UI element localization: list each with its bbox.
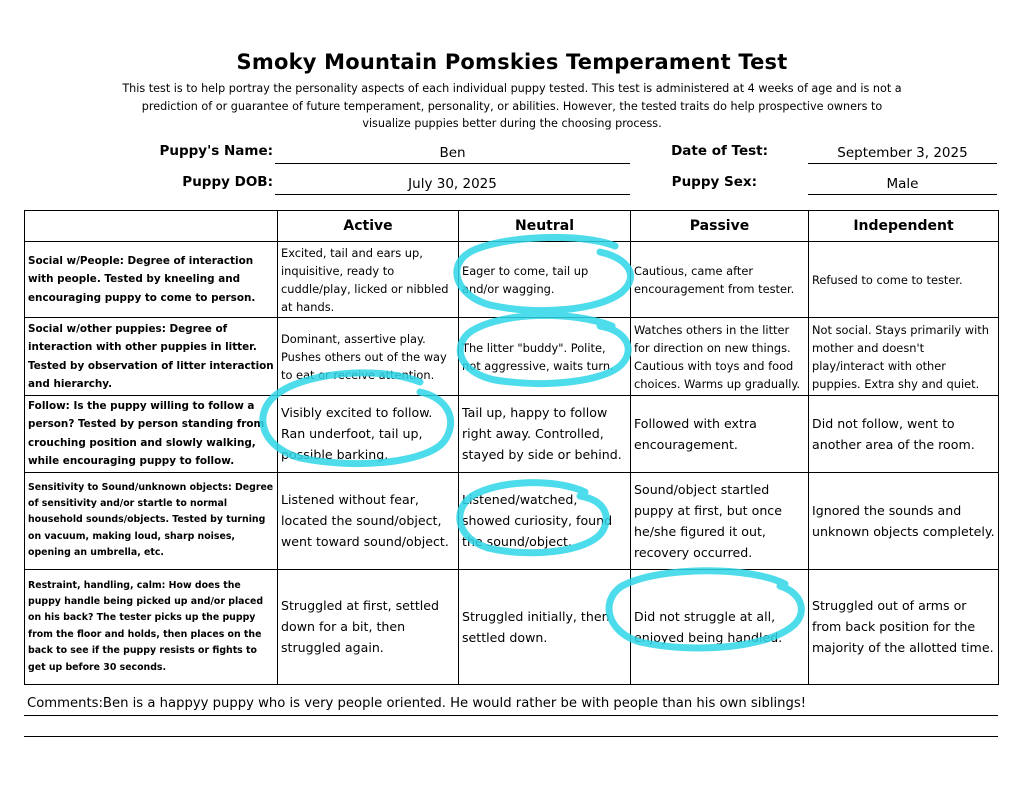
trait-restraint: Restraint, handling, calm: How does the puppy handle being picked up and/or placed on his back? The tester picks up the puppy from the floor and holds, then places on the back to see if the puppy resists or fights to get up before 30 seconds. xyxy=(25,569,278,684)
cell-sensitivity-independent: Ignored the sounds and unknown objects completely. xyxy=(809,472,999,569)
cell-social-people-independent: Refused to come to tester. xyxy=(809,242,999,318)
cell-follow-independent: Did not follow, went to another area of the room. xyxy=(809,396,999,472)
trait-follow: Follow: Is the puppy willing to follow a person? Tested by person standing from crouching position and slowly walking, while encouraging puppy to follow. xyxy=(25,396,278,472)
cell-sensitivity-active: Listened without fear, located the sound/object, went toward sound/object. xyxy=(278,472,459,569)
cell-restraint-passive: Did not struggle at all, enjoyed being handled. xyxy=(631,569,809,684)
cell-follow-active: Visibly excited to follow. Ran underfoot, tail up, possible barking. xyxy=(278,396,459,472)
column-header-active: Active xyxy=(278,211,459,242)
table-row xyxy=(25,569,999,684)
cell-follow-passive: Followed with extra encouragement. xyxy=(631,396,809,472)
cell-restraint-neutral: Struggled initially, then settled down. xyxy=(459,569,631,684)
cell-sensitivity-passive: Sound/object startled puppy at first, but once he/she figured it out, recovery occurred. xyxy=(631,472,809,569)
trait-sensitivity: Sensitivity to Sound/unknown objects: Degree of sensitivity and/or startle to normal household sounds/objects. Tested by turning on vacuum, making loud, sharp noises, opening an umbrella, etc. xyxy=(25,472,278,569)
column-header-passive: Passive xyxy=(631,211,809,242)
page-title: Smoky Mountain Pomskies Temperament Test xyxy=(236,50,788,74)
column-header-neutral: Neutral xyxy=(459,211,631,242)
cell-social-people-neutral: Eager to come, tail up and/or wagging. xyxy=(459,242,631,318)
comments-text: Comments:Ben is a happyy puppy who is very people oriented. He would rather be with people than his own siblings! xyxy=(27,696,807,711)
cell-social-puppies-independent: Not social. Stays primarily with mother and doesn't play/interact with other puppies. Extra shy and quiet. xyxy=(809,318,999,396)
sex-field[interactable]: Male xyxy=(808,174,997,195)
date-field[interactable]: September 3, 2025 xyxy=(808,143,997,164)
comments-second-line xyxy=(24,736,998,737)
trait-social-people: Social w/People: Degree of interaction with people. Tested by kneeling and encouraging puppy to come to person. xyxy=(25,242,278,318)
cell-social-people-active: Excited, tail and ears up, inquisitive, ready to cuddle/play, licked or nibbled at hands. xyxy=(278,242,459,318)
trait-social-puppies: Social w/other puppies: Degree of interaction with other puppies in litter. Tested by observation of litter interaction and hierarchy. xyxy=(25,318,278,396)
cell-social-puppies-active: Dominant, assertive play. Pushes others out of the way to eat or receive attention. xyxy=(278,318,459,396)
table-header-row xyxy=(25,211,999,242)
table-row xyxy=(25,472,999,569)
dob-label: Puppy DOB: xyxy=(182,174,273,190)
name-label: Puppy's Name: xyxy=(159,143,273,159)
table-row xyxy=(25,396,999,472)
temperament-table xyxy=(24,210,999,685)
cell-sensitivity-neutral: Listened/watched, showed curiosity, found the sound/object. xyxy=(459,472,631,569)
table-row xyxy=(25,318,999,396)
sex-label: Puppy Sex: xyxy=(671,174,757,190)
table-row xyxy=(25,242,999,318)
cell-social-people-passive: Cautious, came after encouragement from tester. xyxy=(631,242,809,318)
comments-underline xyxy=(24,715,998,716)
date-label: Date of Test: xyxy=(671,143,768,159)
intro-paragraph: This test is to help portray the personality aspects of each individual puppy tested. This test is administered at 4 weeks of age and is not a prediction of or guarantee of future temperament, personality, or abilities. However, the tested traits do help prospective owners to visualize puppies better during the choosing process. xyxy=(122,82,902,130)
cell-restraint-independent: Struggled out of arms or from back position for the majority of the allotted time. xyxy=(809,569,999,684)
dob-field[interactable]: July 30, 2025 xyxy=(275,174,630,195)
cell-restraint-active: Struggled at first, settled down for a bit, then struggled again. xyxy=(278,569,459,684)
name-field[interactable]: Ben xyxy=(275,143,630,164)
cell-social-puppies-neutral: The litter "buddy". Polite, not aggressive, waits turn. xyxy=(459,318,631,396)
column-header-independent: Independent xyxy=(809,211,999,242)
cell-social-puppies-passive: Watches others in the litter for direction on new things. Cautious with toys and food choices. Warms up gradually. xyxy=(631,318,809,396)
header-trait-cell xyxy=(25,211,278,242)
cell-follow-neutral: Tail up, happy to follow right away. Controlled, stayed by side or behind. xyxy=(459,396,631,472)
